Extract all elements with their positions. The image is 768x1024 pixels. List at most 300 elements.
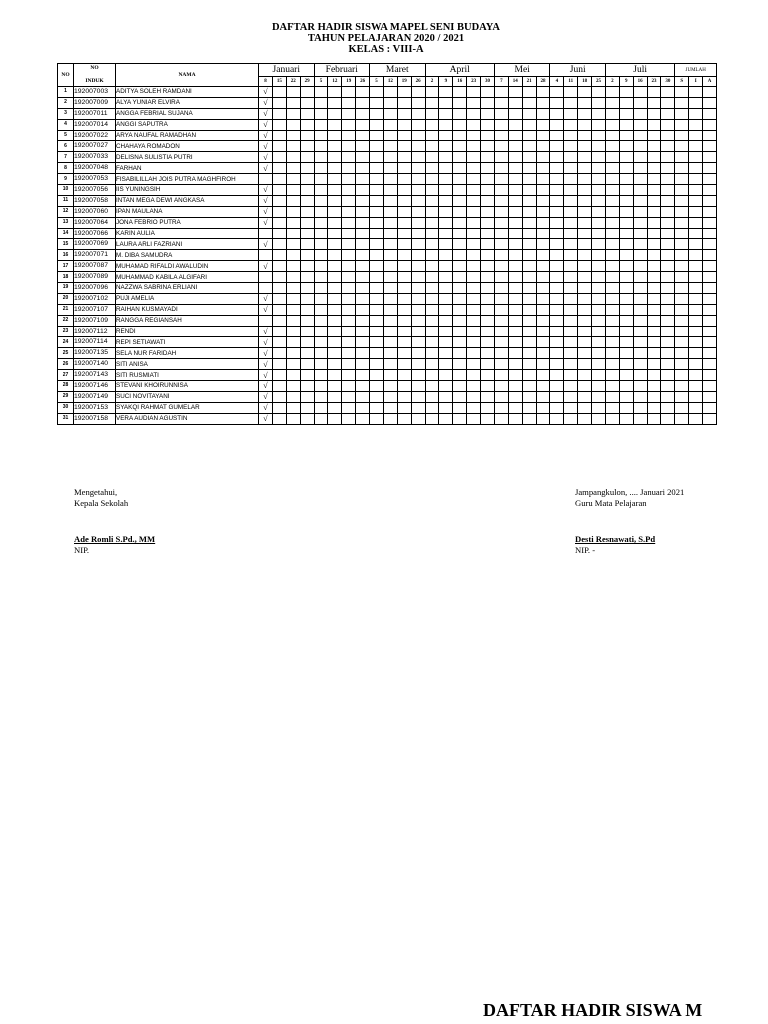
attendance-cell bbox=[647, 381, 661, 392]
attendance-cell bbox=[647, 326, 661, 337]
jumlah-cell bbox=[689, 250, 703, 261]
attendance-cell bbox=[536, 261, 550, 272]
student-name: ANGGI SAPUTRA bbox=[116, 119, 259, 130]
attendance-cell bbox=[425, 370, 439, 381]
attendance-cell bbox=[425, 315, 439, 326]
jumlah-subheader: S bbox=[675, 77, 689, 87]
student-nis: 192007102 bbox=[74, 293, 116, 304]
attendance-cell bbox=[314, 119, 328, 130]
day-header: 9 bbox=[439, 77, 453, 87]
attendance-cell bbox=[508, 315, 522, 326]
student-no: 4 bbox=[58, 119, 74, 130]
student-name: FARHAN bbox=[116, 163, 259, 174]
attendance-cell bbox=[564, 250, 578, 261]
attendance-cell bbox=[356, 391, 370, 402]
attendance-cell bbox=[314, 293, 328, 304]
student-no: 6 bbox=[58, 141, 74, 152]
signature-right bbox=[575, 487, 684, 556]
attendance-cell bbox=[314, 87, 328, 98]
attendance-cell bbox=[467, 348, 481, 359]
attendance-cell bbox=[481, 293, 495, 304]
attendance-cell bbox=[397, 163, 411, 174]
student-name: MUHAMMAD KABILA ALGIFARI bbox=[116, 272, 259, 283]
day-header: 9 bbox=[619, 77, 633, 87]
student-no: 29 bbox=[58, 391, 74, 402]
attendance-cell bbox=[439, 130, 453, 141]
attendance-cell bbox=[619, 174, 633, 185]
attendance-cell bbox=[564, 315, 578, 326]
attendance-cell bbox=[314, 206, 328, 217]
attendance-cell bbox=[425, 87, 439, 98]
jumlah-cell bbox=[703, 130, 717, 141]
principal-nip: NIP. bbox=[74, 545, 90, 555]
attendance-cell bbox=[370, 119, 384, 130]
attendance-cell bbox=[494, 228, 508, 239]
attendance-cell bbox=[522, 174, 536, 185]
student-no: 25 bbox=[58, 348, 74, 359]
attendance-cell bbox=[550, 283, 564, 294]
attendance-cell bbox=[481, 141, 495, 152]
attendance-cell bbox=[619, 359, 633, 370]
attendance-cell bbox=[508, 163, 522, 174]
attendance-cell bbox=[536, 391, 550, 402]
attendance-cell bbox=[494, 391, 508, 402]
attendance-cell bbox=[411, 228, 425, 239]
attendance-cell bbox=[467, 108, 481, 119]
jumlah-cell bbox=[675, 272, 689, 283]
attendance-cell bbox=[328, 174, 342, 185]
attendance-cell bbox=[342, 261, 356, 272]
attendance-cell bbox=[592, 108, 606, 119]
jumlah-cell bbox=[675, 119, 689, 130]
attendance-cell bbox=[647, 152, 661, 163]
attendance-check: √ bbox=[259, 141, 273, 152]
attendance-cell bbox=[605, 174, 619, 185]
student-no: 28 bbox=[58, 381, 74, 392]
attendance-cell bbox=[522, 141, 536, 152]
attendance-cell bbox=[633, 402, 647, 413]
attendance-cell bbox=[508, 348, 522, 359]
attendance-cell bbox=[383, 272, 397, 283]
attendance-cell bbox=[272, 391, 286, 402]
attendance-cell bbox=[314, 217, 328, 228]
attendance-cell bbox=[564, 293, 578, 304]
attendance-cell bbox=[300, 283, 314, 294]
attendance-cell bbox=[661, 152, 675, 163]
attendance-cell bbox=[300, 206, 314, 217]
attendance-cell bbox=[328, 348, 342, 359]
attendance-cell bbox=[397, 337, 411, 348]
attendance-cell bbox=[661, 97, 675, 108]
attendance-cell bbox=[383, 348, 397, 359]
attendance-check: √ bbox=[259, 119, 273, 130]
student-no: 11 bbox=[58, 195, 74, 206]
attendance-cell bbox=[605, 250, 619, 261]
attendance-cell bbox=[633, 370, 647, 381]
attendance-cell bbox=[661, 261, 675, 272]
attendance-cell bbox=[453, 239, 467, 250]
table-row bbox=[58, 228, 717, 239]
student-nis: 192007014 bbox=[74, 119, 116, 130]
attendance-cell bbox=[481, 359, 495, 370]
attendance-cell bbox=[272, 239, 286, 250]
attendance-cell bbox=[467, 87, 481, 98]
attendance-cell bbox=[522, 402, 536, 413]
attendance-cell bbox=[370, 108, 384, 119]
attendance-cell bbox=[356, 141, 370, 152]
day-header: 15 bbox=[272, 77, 286, 87]
attendance-cell bbox=[328, 130, 342, 141]
student-nis: 192007060 bbox=[74, 206, 116, 217]
student-nis: 192007071 bbox=[74, 250, 116, 261]
table-row bbox=[58, 185, 717, 196]
attendance-cell bbox=[328, 108, 342, 119]
attendance-cell bbox=[522, 97, 536, 108]
table-row bbox=[58, 130, 717, 141]
attendance-cell bbox=[259, 283, 273, 294]
attendance-cell bbox=[592, 119, 606, 130]
attendance-cell bbox=[564, 185, 578, 196]
attendance-cell bbox=[453, 261, 467, 272]
attendance-cell bbox=[619, 348, 633, 359]
attendance-cell bbox=[481, 239, 495, 250]
attendance-cell bbox=[286, 152, 300, 163]
attendance-cell bbox=[550, 228, 564, 239]
attendance-cell bbox=[522, 381, 536, 392]
attendance-cell bbox=[578, 402, 592, 413]
attendance-cell bbox=[633, 141, 647, 152]
attendance-cell bbox=[536, 152, 550, 163]
jumlah-cell bbox=[703, 108, 717, 119]
attendance-cell bbox=[619, 87, 633, 98]
attendance-cell bbox=[356, 337, 370, 348]
attendance-cell bbox=[605, 337, 619, 348]
attendance-cell bbox=[272, 402, 286, 413]
table-row bbox=[58, 359, 717, 370]
attendance-cell bbox=[633, 87, 647, 98]
table-row bbox=[58, 261, 717, 272]
day-header: 19 bbox=[342, 77, 356, 87]
attendance-cell bbox=[467, 97, 481, 108]
student-nis: 192007146 bbox=[74, 381, 116, 392]
student-nis: 192007069 bbox=[74, 239, 116, 250]
attendance-cell bbox=[605, 402, 619, 413]
attendance-cell bbox=[286, 304, 300, 315]
attendance-cell bbox=[592, 283, 606, 294]
attendance-cell bbox=[397, 195, 411, 206]
attendance-cell bbox=[411, 97, 425, 108]
attendance-cell bbox=[605, 130, 619, 141]
attendance-cell bbox=[619, 304, 633, 315]
attendance-cell bbox=[467, 283, 481, 294]
jumlah-cell bbox=[675, 174, 689, 185]
attendance-cell bbox=[356, 97, 370, 108]
attendance-cell bbox=[383, 185, 397, 196]
attendance-cell bbox=[605, 413, 619, 424]
attendance-cell bbox=[286, 206, 300, 217]
attendance-check: √ bbox=[259, 413, 273, 424]
attendance-cell bbox=[647, 413, 661, 424]
attendance-cell bbox=[342, 87, 356, 98]
attendance-cell bbox=[300, 163, 314, 174]
attendance-cell bbox=[522, 337, 536, 348]
table-row bbox=[58, 413, 717, 424]
attendance-cell bbox=[661, 108, 675, 119]
attendance-cell bbox=[453, 413, 467, 424]
attendance-check: √ bbox=[259, 337, 273, 348]
attendance-cell bbox=[411, 239, 425, 250]
attendance-cell bbox=[370, 315, 384, 326]
next-page-title: DAFTAR HADIR SISWA M bbox=[483, 1000, 703, 1020]
table-row bbox=[58, 402, 717, 413]
col-header-jumlah: JUMLAH bbox=[675, 64, 717, 77]
attendance-check: √ bbox=[259, 304, 273, 315]
attendance-cell bbox=[370, 391, 384, 402]
attendance-cell bbox=[370, 250, 384, 261]
table-row bbox=[58, 141, 717, 152]
attendance-cell bbox=[508, 152, 522, 163]
attendance-cell bbox=[550, 337, 564, 348]
attendance-cell bbox=[356, 250, 370, 261]
attendance-cell bbox=[564, 413, 578, 424]
attendance-cell bbox=[425, 326, 439, 337]
attendance-cell bbox=[342, 293, 356, 304]
principal-role: Kepala Sekolah bbox=[74, 498, 129, 508]
attendance-cell bbox=[550, 130, 564, 141]
attendance-cell bbox=[453, 195, 467, 206]
attendance-cell bbox=[383, 130, 397, 141]
attendance-cell bbox=[494, 119, 508, 130]
attendance-cell bbox=[605, 87, 619, 98]
attendance-cell bbox=[605, 119, 619, 130]
attendance-cell bbox=[481, 348, 495, 359]
attendance-cell bbox=[494, 163, 508, 174]
attendance-cell bbox=[619, 293, 633, 304]
attendance-cell bbox=[494, 206, 508, 217]
attendance-cell bbox=[300, 195, 314, 206]
attendance-cell bbox=[536, 348, 550, 359]
attendance-cell bbox=[564, 87, 578, 98]
attendance-cell bbox=[467, 261, 481, 272]
attendance-cell bbox=[605, 348, 619, 359]
attendance-cell bbox=[494, 413, 508, 424]
attendance-cell bbox=[633, 359, 647, 370]
jumlah-cell bbox=[675, 283, 689, 294]
attendance-cell bbox=[397, 261, 411, 272]
attendance-cell bbox=[328, 163, 342, 174]
attendance-cell bbox=[592, 348, 606, 359]
attendance-cell bbox=[550, 261, 564, 272]
attendance-cell bbox=[425, 97, 439, 108]
attendance-cell bbox=[342, 239, 356, 250]
attendance-cell bbox=[661, 163, 675, 174]
attendance-cell bbox=[439, 337, 453, 348]
attendance-cell bbox=[508, 326, 522, 337]
attendance-cell bbox=[453, 174, 467, 185]
attendance-cell bbox=[494, 293, 508, 304]
attendance-cell bbox=[619, 391, 633, 402]
attendance-cell bbox=[508, 195, 522, 206]
attendance-cell bbox=[647, 250, 661, 261]
attendance-cell bbox=[536, 163, 550, 174]
attendance-cell bbox=[397, 108, 411, 119]
attendance-cell bbox=[314, 141, 328, 152]
col-header-no-induk-line1: NO bbox=[90, 65, 99, 71]
attendance-cell bbox=[647, 141, 661, 152]
attendance-cell bbox=[342, 130, 356, 141]
attendance-cell bbox=[633, 174, 647, 185]
attendance-cell bbox=[328, 402, 342, 413]
attendance-cell bbox=[300, 217, 314, 228]
attendance-cell bbox=[508, 130, 522, 141]
attendance-cell bbox=[592, 217, 606, 228]
attendance-cell bbox=[453, 402, 467, 413]
attendance-cell bbox=[578, 185, 592, 196]
attendance-cell bbox=[661, 217, 675, 228]
attendance-cell bbox=[633, 381, 647, 392]
attendance-cell bbox=[286, 359, 300, 370]
attendance-cell bbox=[647, 304, 661, 315]
student-nis: 192007022 bbox=[74, 130, 116, 141]
attendance-cell bbox=[647, 108, 661, 119]
attendance-cell bbox=[661, 87, 675, 98]
attendance-check: √ bbox=[259, 163, 273, 174]
attendance-cell bbox=[536, 228, 550, 239]
jumlah-cell bbox=[703, 206, 717, 217]
attendance-cell bbox=[481, 315, 495, 326]
attendance-cell bbox=[522, 359, 536, 370]
attendance-cell bbox=[481, 185, 495, 196]
attendance-cell bbox=[550, 315, 564, 326]
attendance-cell bbox=[397, 250, 411, 261]
attendance-cell bbox=[439, 272, 453, 283]
attendance-check: √ bbox=[259, 359, 273, 370]
attendance-cell bbox=[300, 315, 314, 326]
attendance-check: √ bbox=[259, 391, 273, 402]
jumlah-cell bbox=[675, 293, 689, 304]
attendance-cell bbox=[397, 206, 411, 217]
jumlah-cell bbox=[689, 130, 703, 141]
attendance-cell bbox=[272, 152, 286, 163]
jumlah-cell bbox=[675, 250, 689, 261]
attendance-cell bbox=[522, 130, 536, 141]
attendance-cell bbox=[328, 217, 342, 228]
attendance-cell bbox=[494, 326, 508, 337]
attendance-cell bbox=[272, 217, 286, 228]
table-row bbox=[58, 315, 717, 326]
attendance-cell bbox=[467, 206, 481, 217]
attendance-cell bbox=[342, 174, 356, 185]
table-row bbox=[58, 217, 717, 228]
attendance-cell bbox=[592, 370, 606, 381]
attendance-cell bbox=[328, 228, 342, 239]
attendance-cell bbox=[439, 152, 453, 163]
attendance-cell bbox=[481, 195, 495, 206]
attendance-cell bbox=[425, 119, 439, 130]
attendance-cell bbox=[550, 359, 564, 370]
jumlah-cell bbox=[689, 97, 703, 108]
attendance-cell bbox=[481, 250, 495, 261]
jumlah-cell bbox=[689, 348, 703, 359]
attendance-cell bbox=[314, 130, 328, 141]
jumlah-cell bbox=[703, 87, 717, 98]
table-row bbox=[58, 239, 717, 250]
attendance-cell bbox=[328, 195, 342, 206]
attendance-cell bbox=[578, 359, 592, 370]
attendance-cell bbox=[342, 348, 356, 359]
attendance-cell bbox=[550, 163, 564, 174]
jumlah-cell bbox=[703, 152, 717, 163]
table-row bbox=[58, 195, 717, 206]
attendance-cell bbox=[286, 326, 300, 337]
attendance-cell bbox=[397, 283, 411, 294]
attendance-cell bbox=[383, 337, 397, 348]
attendance-cell bbox=[397, 130, 411, 141]
attendance-cell bbox=[508, 272, 522, 283]
attendance-cell bbox=[328, 283, 342, 294]
attendance-cell bbox=[522, 152, 536, 163]
day-header: 26 bbox=[356, 77, 370, 87]
attendance-cell bbox=[647, 174, 661, 185]
attendance-cell bbox=[425, 250, 439, 261]
attendance-cell bbox=[633, 337, 647, 348]
attendance-cell bbox=[536, 97, 550, 108]
attendance-cell bbox=[425, 152, 439, 163]
attendance-cell bbox=[439, 283, 453, 294]
day-header: 26 bbox=[411, 77, 425, 87]
attendance-cell bbox=[550, 195, 564, 206]
attendance-cell bbox=[300, 228, 314, 239]
attendance-cell bbox=[494, 217, 508, 228]
attendance-cell bbox=[564, 304, 578, 315]
attendance-cell bbox=[439, 326, 453, 337]
attendance-cell bbox=[564, 97, 578, 108]
col-header-no-induk-line2: INDUK bbox=[85, 78, 104, 84]
attendance-cell bbox=[370, 130, 384, 141]
attendance-cell bbox=[522, 293, 536, 304]
attendance-cell bbox=[397, 315, 411, 326]
attendance-check: √ bbox=[259, 195, 273, 206]
day-header: 19 bbox=[397, 77, 411, 87]
attendance-cell bbox=[467, 228, 481, 239]
attendance-cell bbox=[481, 206, 495, 217]
attendance-check: √ bbox=[259, 87, 273, 98]
jumlah-cell bbox=[689, 195, 703, 206]
attendance-cell bbox=[633, 391, 647, 402]
attendance-cell bbox=[328, 326, 342, 337]
attendance-cell bbox=[661, 381, 675, 392]
attendance-cell bbox=[342, 381, 356, 392]
table-row bbox=[58, 391, 717, 402]
attendance-check: √ bbox=[259, 97, 273, 108]
attendance-cell bbox=[272, 119, 286, 130]
attendance-check: √ bbox=[259, 185, 273, 196]
attendance-cell bbox=[564, 348, 578, 359]
attendance-cell bbox=[314, 272, 328, 283]
student-name: ADITYA SOLEH RAMDANI bbox=[116, 87, 259, 98]
jumlah-cell bbox=[689, 359, 703, 370]
attendance-cell bbox=[605, 315, 619, 326]
attendance-cell bbox=[272, 337, 286, 348]
attendance-cell bbox=[592, 87, 606, 98]
student-nis: 192007087 bbox=[74, 261, 116, 272]
student-no: 1 bbox=[58, 87, 74, 98]
student-name: RENDI bbox=[116, 326, 259, 337]
jumlah-cell bbox=[689, 402, 703, 413]
student-name: RAIHAN KUSMAYADI bbox=[116, 304, 259, 315]
attendance-cell bbox=[411, 272, 425, 283]
attendance-cell bbox=[328, 315, 342, 326]
